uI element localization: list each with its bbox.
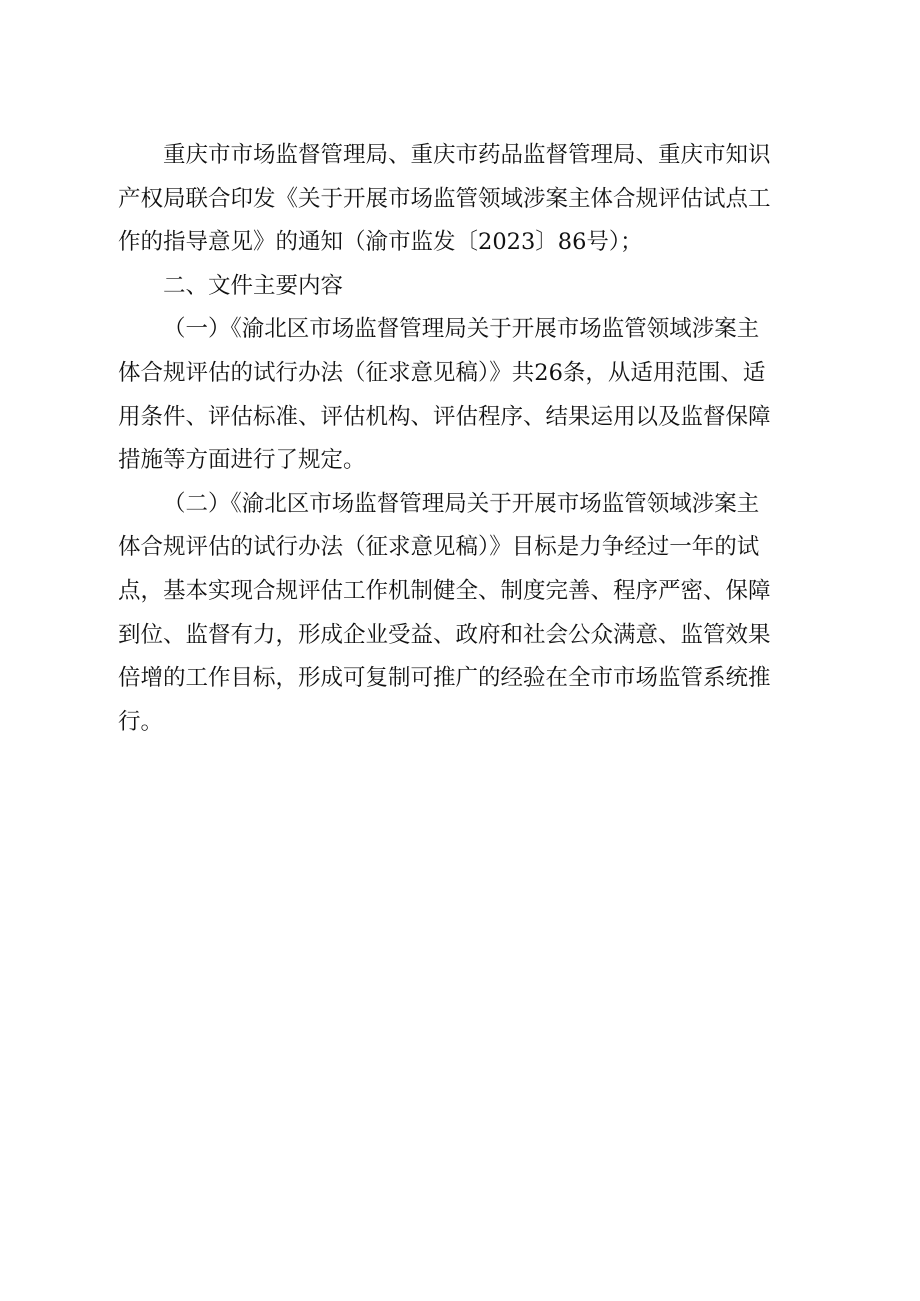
text-line: 作的指导意见》的通知（渝市监发〔2023〕86号）；	[118, 229, 643, 256]
text-line: 重庆市市场监督管理局、重庆市药品监督管理局、重庆市知识	[163, 142, 771, 168]
text-line: 用条件、评估标准、评估机构、评估程序、结果运用以及监督保障	[118, 403, 771, 430]
paragraph-reference-notice	[118, 134, 804, 265]
text-line: 措施等方面进行了规定。	[118, 447, 366, 474]
text-line: 体合规评估的试行办法（征求意见稿）》目标是力争经过一年的试	[118, 534, 760, 561]
paragraph-item-one	[118, 308, 804, 482]
text-line: （一）《渝北区市场监督管理局关于开展市场监管领域涉案主	[163, 316, 760, 343]
text-line: 产权局联合印发《关于开展市场监管领域涉案主体合规评估试点工	[118, 185, 771, 212]
paragraph-item-two	[118, 483, 804, 745]
text-line: 到位、监督有力，形成企业受益、政府和社会公众满意、监管效果	[118, 621, 771, 648]
text-line: 行。	[118, 708, 164, 735]
text-line: 点，基本实现合规评估工作机制健全、制度完善、程序严密、保障	[118, 577, 771, 604]
section-heading: 二、文件主要内容	[163, 272, 344, 299]
text-line: 倍增的工作目标，形成可复制可推广的经验在全市市场监管系统推	[118, 665, 771, 692]
document-body	[118, 134, 804, 744]
text-line: 体合规评估的试行办法（征求意见稿）》共26条，从适用范围、适	[118, 359, 766, 386]
section-heading-main-content	[118, 265, 804, 309]
text-line: （二）《渝北区市场监督管理局关于开展市场监管领域涉案主	[163, 490, 760, 517]
